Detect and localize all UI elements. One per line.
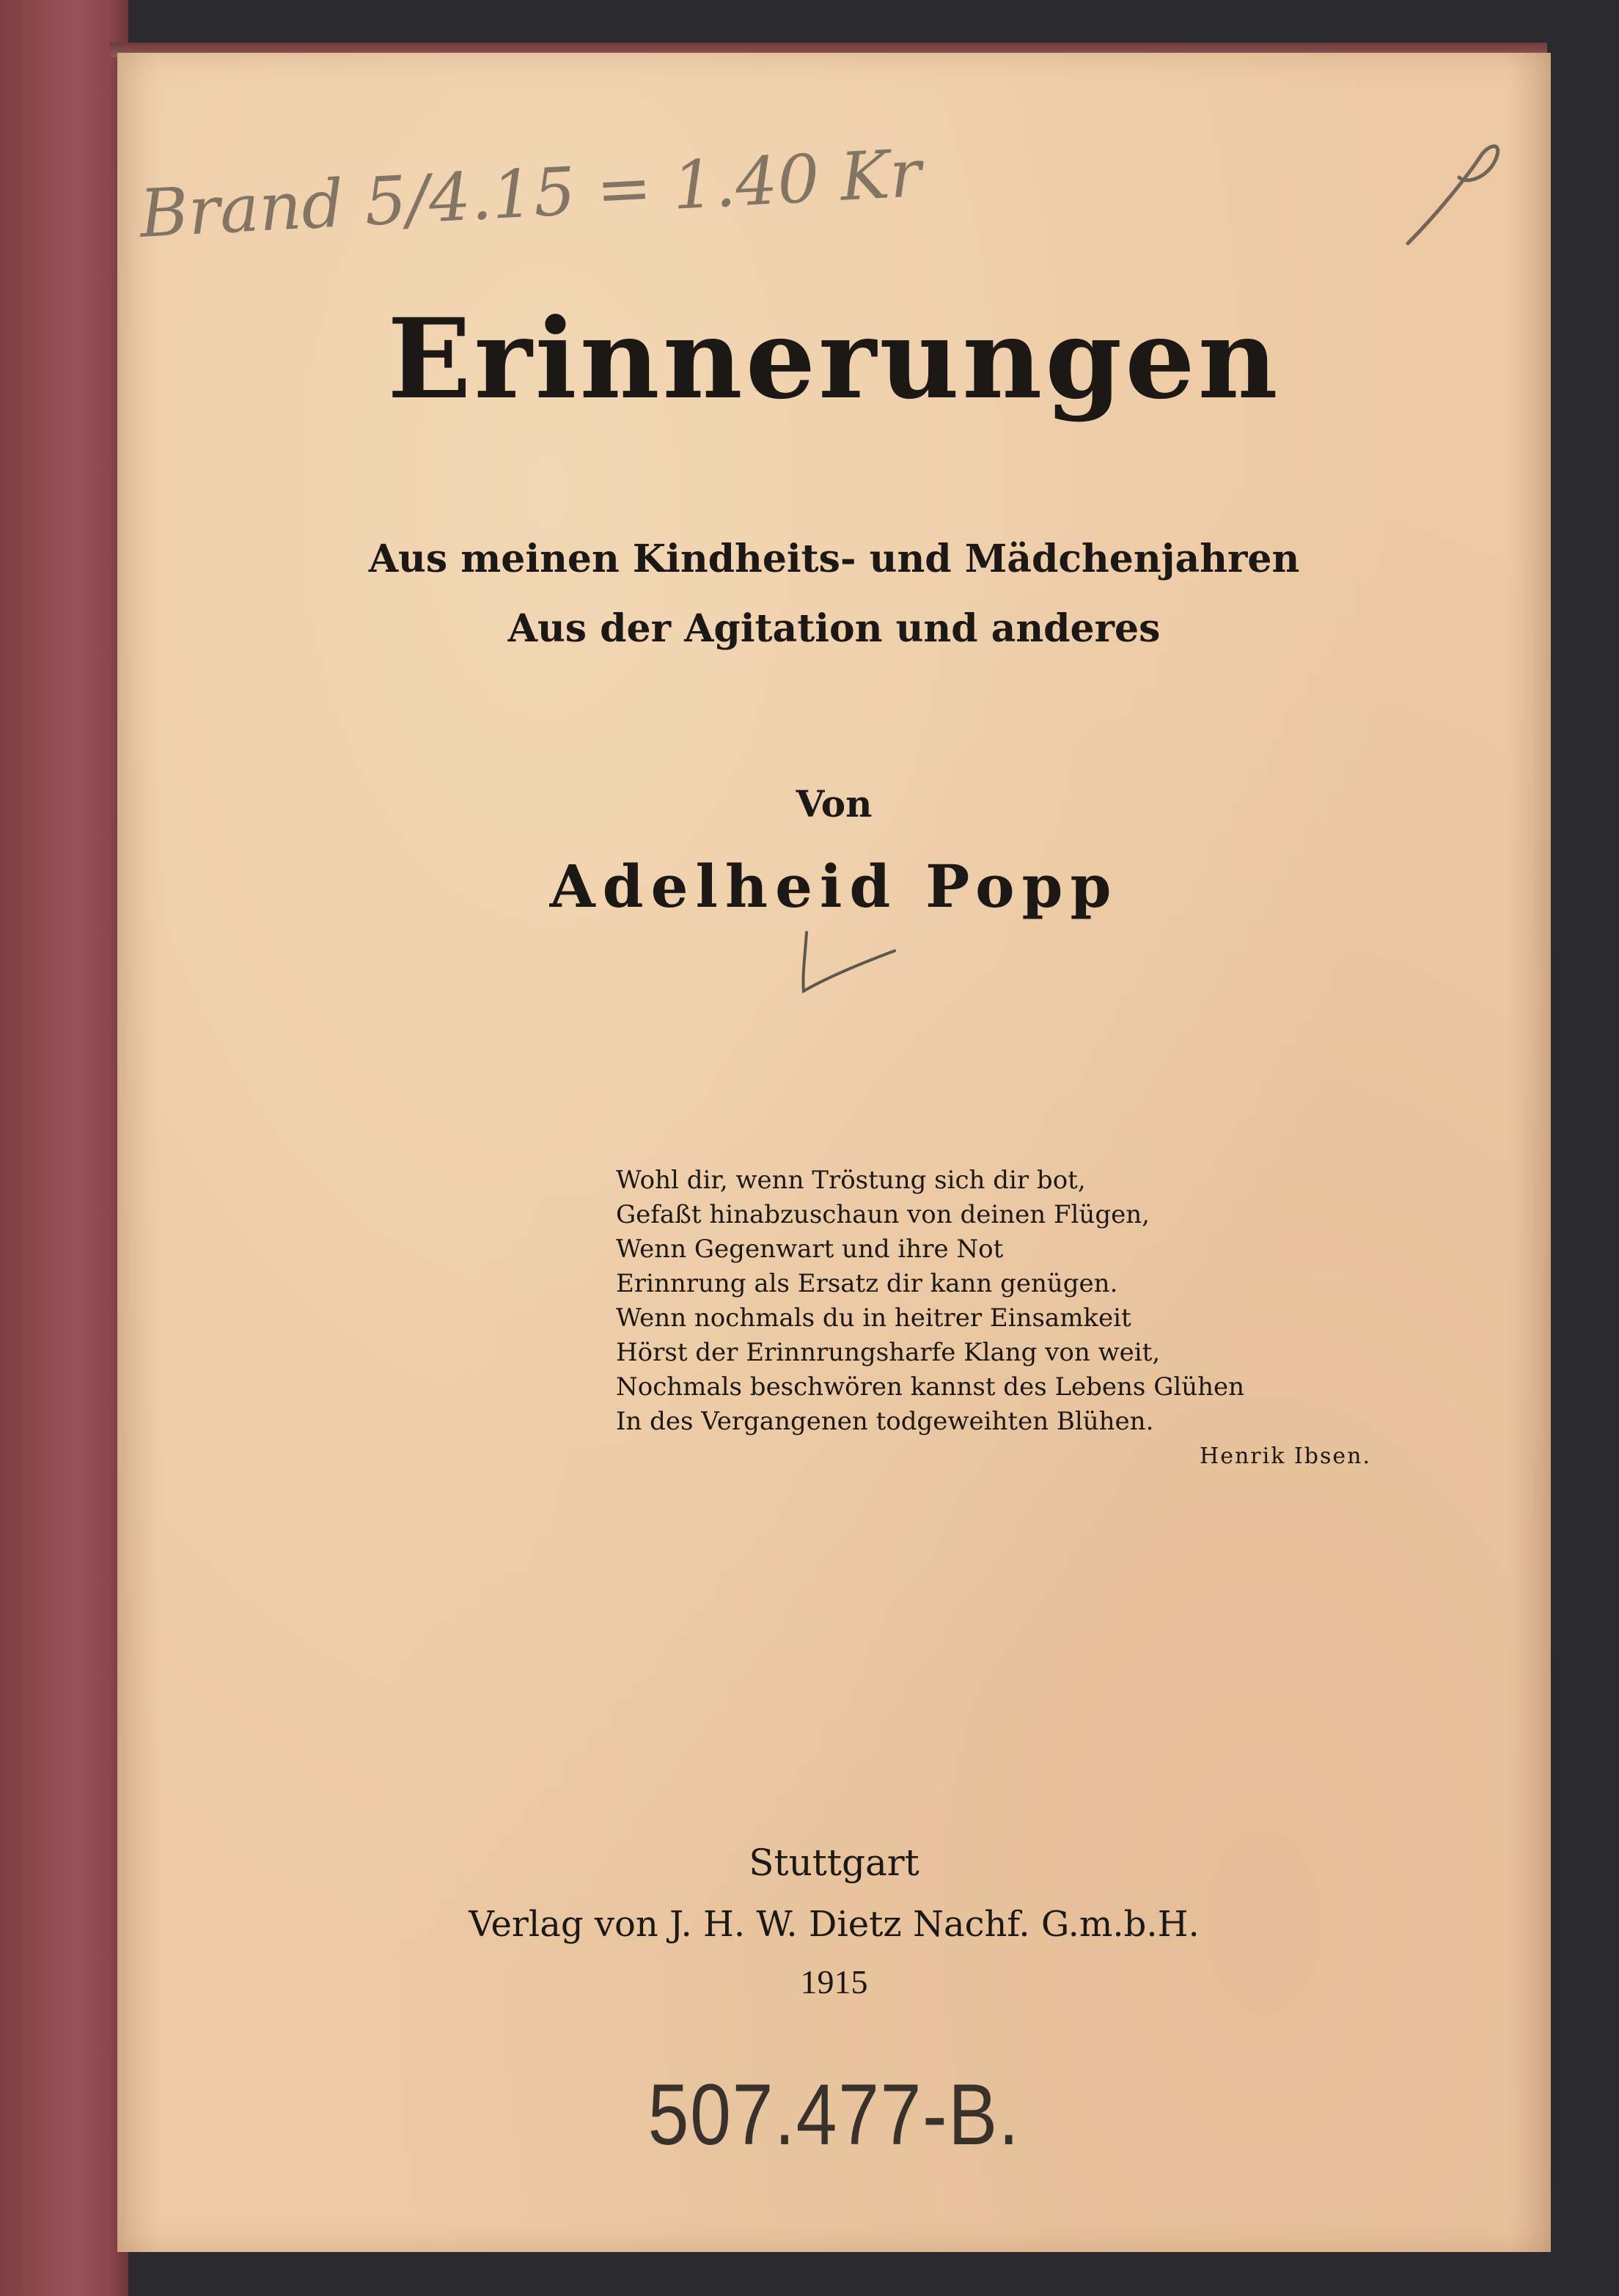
imprint-year: 1915 <box>800 1963 868 2001</box>
handwritten-price-note: Brand 5/4.15 = 1.40 Kr <box>137 135 923 253</box>
epigraph-line: In des Vergangenen todgeweihten Blühen. <box>616 1407 1154 1436</box>
by-label: Von <box>796 782 873 825</box>
epigraph-line: Wenn nochmals du in heitrer Einsamkeit <box>616 1303 1131 1333</box>
author-name: Adelheid Popp <box>549 852 1119 921</box>
epigraph <box>616 1163 1378 1473</box>
pencil-check-mark <box>792 918 902 1006</box>
imprint-publisher: Verlag von J. H. W. Dietz Nachf. G.m.b.H. <box>469 1904 1200 1945</box>
subtitle-line-1: Aus meinen Kindheits- und Mädchenjahren <box>368 537 1300 581</box>
epigraph-line: Gefaßt hinabzuschaun von deinen Flügen, <box>616 1200 1150 1229</box>
epigraph-attribution: Henrik Ibsen. <box>1200 1443 1371 1469</box>
book-title: Erinnerungen <box>387 295 1281 424</box>
book-cover-edge <box>0 0 128 2296</box>
epigraph-line: Erinnrung als Ersatz dir kann genügen. <box>616 1269 1118 1298</box>
epigraph-line: Hörst der Erinnrungsharfe Klang von weit, <box>616 1338 1161 1367</box>
library-shelfmark-stamp: 507.477-B. <box>647 2067 1021 2163</box>
epigraph-line: Nochmals beschwören kannst des Lebens Glühen <box>616 1372 1245 1402</box>
subtitle-line-2: Aus der Agitation und anderes <box>507 606 1161 651</box>
epigraph-line: Wenn Gegenwart und ihre Not <box>616 1235 1004 1264</box>
imprint-city: Stuttgart <box>749 1841 919 1884</box>
title-page <box>117 53 1551 2252</box>
epigraph-line: Wohl dir, wenn Tröstung sich dir bot, <box>616 1166 1086 1195</box>
pencil-mark <box>1393 133 1510 251</box>
